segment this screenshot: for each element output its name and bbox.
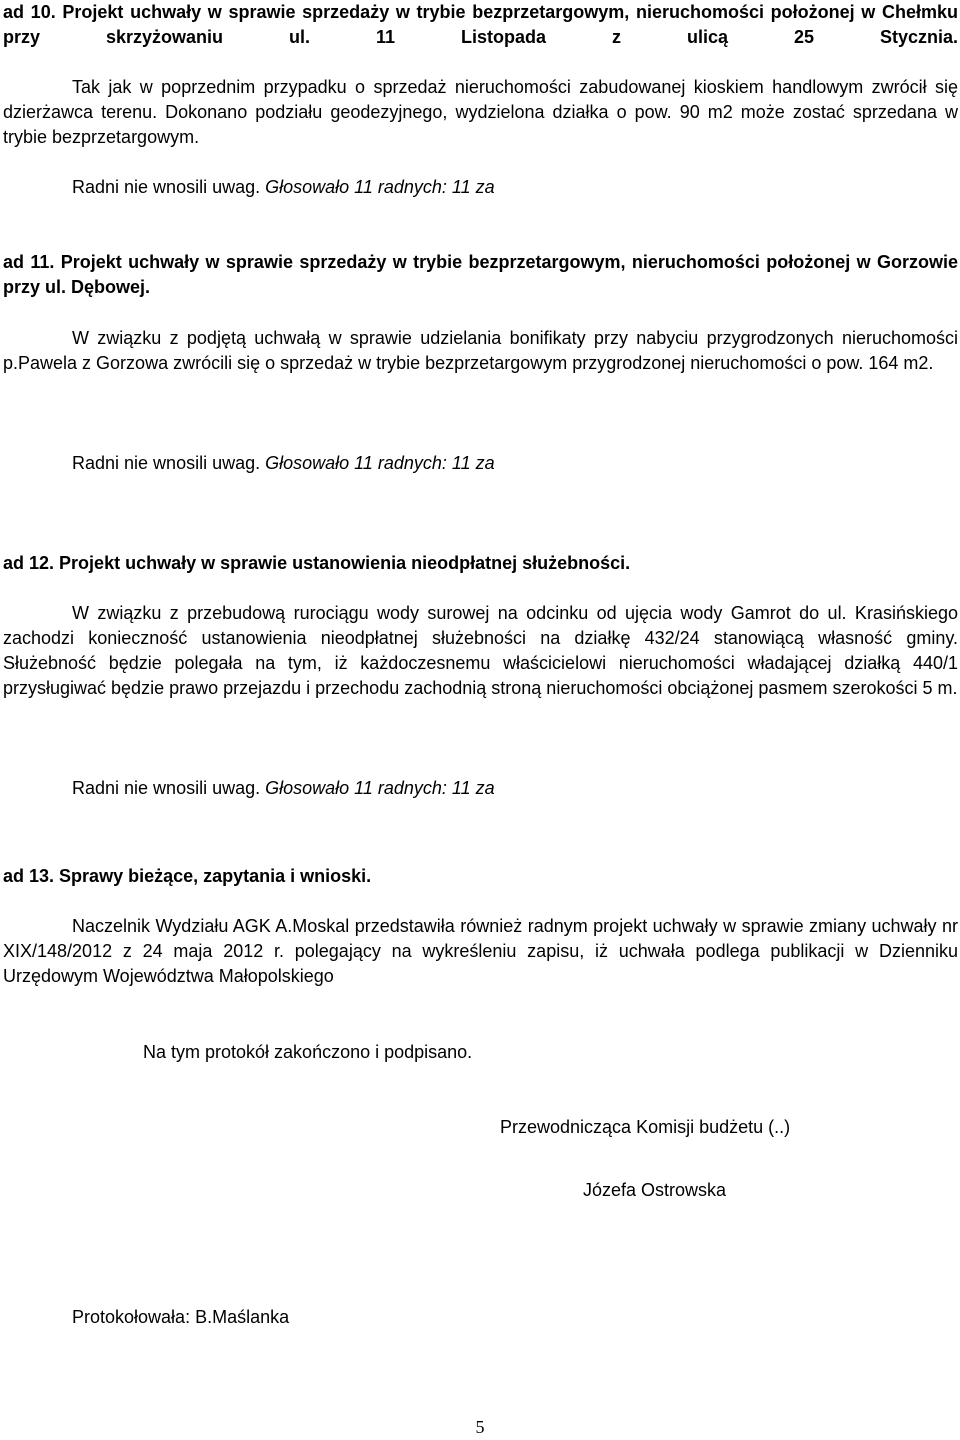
item-10-number: ad 10.	[3, 2, 56, 22]
item-12-vote-result: Głosowało 11 radnych: 11 za	[265, 778, 495, 798]
item-10-vote-remarks: Radni nie wnosili uwag.	[72, 177, 261, 197]
item-10-title: Projekt uchwały w sprawie sprzedaży w trybie bezprzetargowym, nieruchomości położonej w Chełmku przy skrzyżowaniu ul. 11 Listopada z ulicą 25 Stycznia.	[3, 2, 958, 47]
item-13-body: Naczelnik Wydziału AGK A.Moskal przedstawiła również radnym projekt uchwały w sprawie zmiany uchwały nr XIX/148/2012 z 24 maja 2012 r. polegający na wykreśleniu zapisu, iż uchwała podlega publikacji w Dzienniku Urzędowym Województwa Małopolskiego	[3, 916, 958, 986]
item-13-title: Sprawy bieżące, zapytania i wnioski.	[59, 866, 372, 886]
item-10-vote	[72, 175, 495, 200]
item-11-title: Projekt uchwały w sprawie sprzedaży w trybie bezprzetargowym, nieruchomości położonej w Gorzowie przy ul. Dębowej.	[3, 252, 958, 297]
item-11-body: W związku z podjętą uchwałą w sprawie udzielania bonifikaty przy nabyciu przygrodzonych nieruchomości p.Pawela z Gorzowa zwrócili się o sprzedaż w trybie bezprzetargowym przygrodzonej nieruchomości o pow. 164 m2.	[3, 328, 958, 373]
item-13-heading	[3, 864, 958, 889]
item-11-vote-result: Głosowało 11 radnych: 11 za	[265, 453, 495, 473]
item-10-heading	[3, 0, 958, 50]
item-10-body: Tak jak w poprzednim przypadku o sprzedaż nieruchomości zabudowanej kioskiem handlowym zwrócił się dzierżawca terenu. Dokonano podziału geodezyjnego, wydzielona działka o pow. 90 m2 może zostać sprzedana w trybie bezprzetargowym.	[3, 77, 958, 147]
item-11-vote-remarks: Radni nie wnosili uwag.	[72, 453, 261, 473]
item-10-vote-result: Głosowało 11 radnych: 11 za	[265, 177, 495, 197]
item-12-body: W związku z przebudową rurociągu wody surowej na odcinku od ujęcia wody Gamrot do ul. Krasińskiego zachodzi konieczność ustanowienia nieodpłatnej służebności na działkę 432/24 stanowiącą własność gminy. Służebność będzie polegała na tym, iż każdoczesnemu właścicielowi nieruchomości władającej działką 440/1 przysługiwać będzie prawo przejazdu i przechodu zachodnią stroną nieruchomości obciążonej pasmem szerokości 5 m.	[3, 603, 958, 698]
signature-name: Józefa Ostrowska	[583, 1180, 727, 1200]
item-12-number: ad 12.	[3, 553, 55, 573]
page-number: 5	[475, 1417, 485, 1437]
recorded-by: Protokołowała: B.Maślanka	[72, 1307, 290, 1327]
item-12-vote	[72, 776, 495, 801]
closing-statement: Na tym protokół zakończono i podpisano.	[143, 1042, 473, 1062]
item-11-number: ad 11.	[3, 252, 55, 272]
item-11-vote	[72, 451, 495, 476]
signature-title: Przewodnicząca Komisji budżetu (..)	[500, 1117, 791, 1137]
item-12-vote-remarks: Radni nie wnosili uwag.	[72, 778, 261, 798]
item-13-number: ad 13.	[3, 866, 55, 886]
item-12-title: Projekt uchwały w sprawie ustanowienia nieodpłatnej służebności.	[59, 553, 631, 573]
item-12-heading	[3, 551, 958, 576]
item-11-heading	[3, 250, 958, 300]
